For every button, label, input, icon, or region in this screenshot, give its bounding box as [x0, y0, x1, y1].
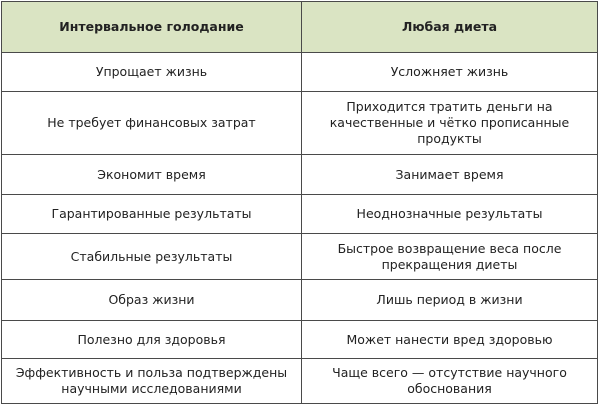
- table-row: [2, 92, 598, 155]
- cell-fasting: Экономит время: [2, 155, 302, 195]
- cell-diet: Быстрое возвращение веса после прекращения диеты: [302, 234, 598, 280]
- table-row: [2, 359, 598, 404]
- cell-diet: Занимает время: [302, 155, 598, 195]
- cell-fasting: Полезно для здоровья: [2, 321, 302, 359]
- table-row: [2, 321, 598, 359]
- cell-fasting: Образ жизни: [2, 280, 302, 321]
- table-row: [2, 234, 598, 280]
- cell-diet: Может нанести вред здоровью: [302, 321, 598, 359]
- cell-fasting: Эффективность и польза подтверждены научными исследованиями: [2, 359, 302, 404]
- table-row: [2, 53, 598, 92]
- cell-diet: Приходится тратить деньги на качественные и чётко прописанные продукты: [302, 92, 598, 155]
- header-intermittent-fasting: Интервальное голодание: [2, 2, 302, 53]
- cell-fasting: Стабильные результаты: [2, 234, 302, 280]
- header-row: [2, 2, 598, 53]
- cell-diet: Чаще всего — отсутствие научного обоснования: [302, 359, 598, 404]
- table-row: [2, 280, 598, 321]
- table-row: [2, 195, 598, 234]
- cell-fasting: Гарантированные результаты: [2, 195, 302, 234]
- comparison-table: [1, 1, 598, 404]
- cell-fasting: Упрощает жизнь: [2, 53, 302, 92]
- cell-diet: Неоднозначные результаты: [302, 195, 598, 234]
- cell-diet: Лишь период в жизни: [302, 280, 598, 321]
- table-row: [2, 155, 598, 195]
- cell-diet: Усложняет жизнь: [302, 53, 598, 92]
- cell-fasting: Не требует финансовых затрат: [2, 92, 302, 155]
- header-any-diet: Любая диета: [302, 2, 598, 53]
